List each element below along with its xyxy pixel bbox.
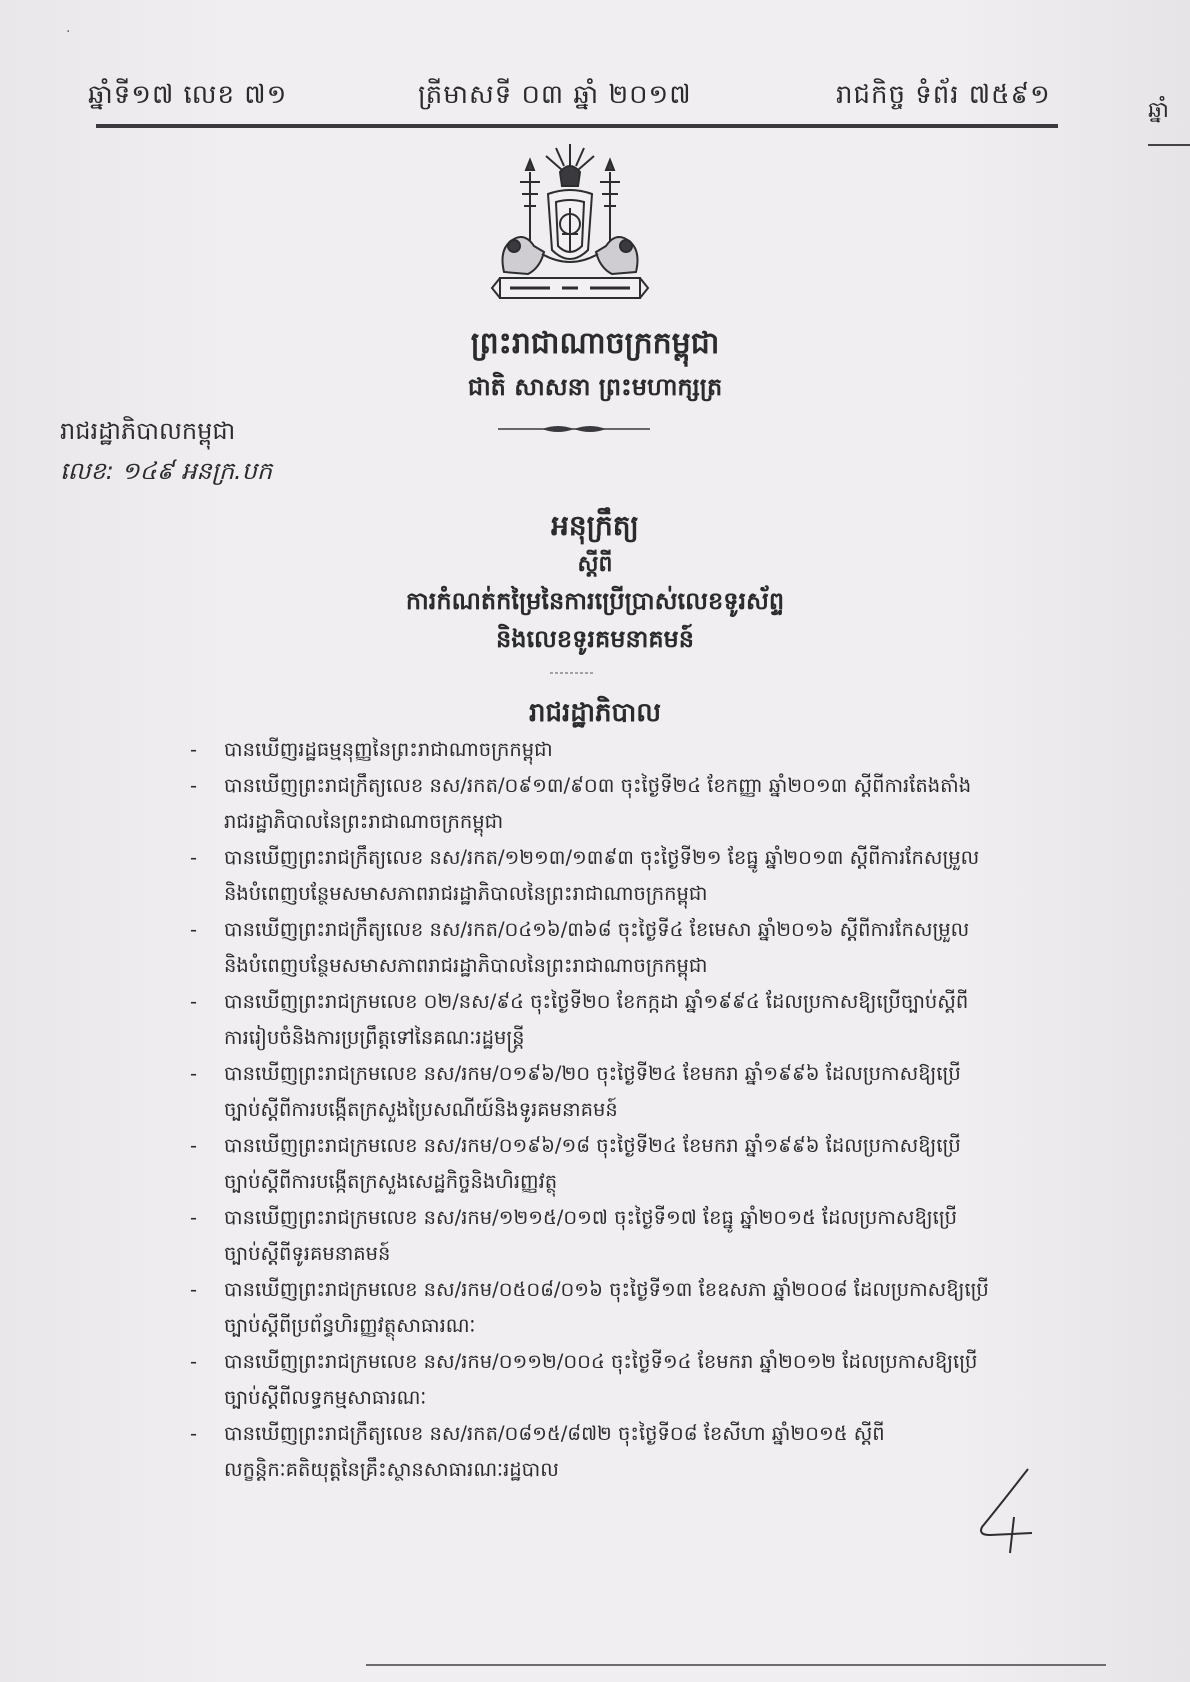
- kingdom-motto: ជាតិ សាសនា ព្រះមហាក្សត្រ: [467, 373, 723, 401]
- document-type-title: អនុក្រឹត្យ: [551, 509, 639, 542]
- list-item: - បានឃើញព្រះរាជក្រឹត្យលេខ នស/រកត/១២១៣/១៣៩៣ ចុះថ្ងៃទី២១ ខែធ្នូ ឆ្នាំ២០១៣ ស្តីពីការកែសម្រួលនិងបំពេញបន្ថែមសមាសភាពរាជរដ្ឋាភិបាលនៃព្រះរាជាណាចក្រកម្ពុជា: [190, 840, 990, 912]
- government-name: រាជរដ្ឋាភិបាលកម្ពុជា: [60, 417, 236, 445]
- gazette-quarter: ត្រីមាសទី ០៣ ឆ្នាំ ២០១៧: [418, 80, 692, 110]
- small-ornament: [550, 670, 594, 676]
- section-heading: រាជរដ្ឋាភិបាល: [528, 698, 662, 728]
- list-item: - បានឃើញព្រះរាជក្រឹត្យលេខ នស/រកត/០៩១៣/៩០៣ ចុះថ្ងៃទី២៤ ខែកញ្ញា ឆ្នាំ២០១៣ ស្តីពីការតែងតាំងរាជរដ្ឋាភិបាលនៃព្រះរាជាណាចក្រកម្ពុជា: [190, 768, 990, 840]
- handwritten-initial-signature: [970, 1465, 1040, 1555]
- speck-mark: ·: [66, 24, 71, 40]
- subject-line-2: និងលេខទូរគមនាគមន៍: [495, 625, 695, 653]
- royal-coat-of-arms-emblem: [490, 142, 650, 304]
- list-item: - បានឃើញព្រះរាជក្រមលេខ ០២/នស/៩៤ ចុះថ្ងៃទី២០ ខែកក្កដា ឆ្នាំ១៩៩៤ ដែលប្រកាសឱ្យប្រើច្បាប់ស្តីពីការរៀបចំនិងការប្រព្រឹត្តទៅនៃគណៈរដ្ឋមន្ត្រី: [190, 984, 990, 1056]
- gazette-header: [88, 78, 1058, 118]
- list-item: - បានឃើញព្រះរាជក្រឹត្យលេខ នស/រកត/០៤១៦/៣៦៨ ចុះថ្ងៃទី៤ ខែមេសា ឆ្នាំ២០១៦ ស្តីពីការកែសម្រួល និងបំពេញបន្ថែមសមាសភាពរាជរដ្ឋាភិបាលនៃព្រះរាជាណាចក្រកម្ពុជា: [190, 912, 990, 984]
- list-item: - បានឃើញព្រះរាជក្រមលេខ នស/រកម/០៥០៨/០១៦ ចុះថ្ងៃទី១៣ ខែឧសភា ឆ្នាំ២០០៨ ដែលប្រកាសឱ្យប្រើច្បាប់ស្តីពីប្រព័ន្ធហិរញ្ញវត្ថុសាធារណៈ: [190, 1272, 990, 1344]
- list-item: - បានឃើញព្រះរាជក្រមលេខ នស/រកម/០១៩៦/១៨ ចុះថ្ងៃទី២៤ ខែមករា ឆ្នាំ១៩៩៦ ដែលប្រកាសឱ្យប្រើច្បាប់ស្តីពីការបង្កើតក្រសួងសេដ្ឋកិច្ចនិងហិរញ្ញវត្ថុ: [190, 1128, 990, 1200]
- list-item: - បានឃើញព្រះរាជក្រមលេខ នស/រកម/១២១៥/០១៧ ចុះថ្ងៃទី១៧ ខែធ្នូ ឆ្នាំ២០១៥ ដែលប្រកាសឱ្យប្រើច្បាប់ស្តីពីទូរគមនាគមន៍: [190, 1200, 990, 1272]
- list-item: - បានឃើញរដ្ឋធម្មនុញ្ញនៃព្រះរាជាណាចក្រកម្ពុជា: [190, 732, 990, 768]
- subject-line-1: ការកំណត់កម្រៃនៃការប្រើប្រាស់លេខទូរស័ព្ទ: [405, 587, 785, 615]
- list-item: - បានឃើញព្រះរាជក្រមលេខ នស/រកម/០១១២/០០៤ ចុះថ្ងៃទី១៤ ខែមករា ឆ្នាំ២០១២ ដែលប្រកាសឱ្យប្រើច្បាប់ស្តីពីលទ្ធកម្មសាធារណៈ: [190, 1344, 990, 1416]
- gazette-page-number: រាជកិច្ច ទំព័រ ៧៥៩១: [836, 80, 1051, 110]
- header-divider: [96, 124, 1058, 128]
- about-label: ស្តីពី: [577, 552, 613, 577]
- kingdom-title: ព្រះរាជាណាចក្រកម្ពុជា: [470, 326, 720, 361]
- ornamental-divider: [498, 424, 650, 434]
- bottom-edge-line: [366, 1664, 1106, 1666]
- edge-divider: [1148, 144, 1190, 146]
- handwritten-reference-number: លេខ: ១៤៩ អនក្រ.បក: [60, 457, 273, 485]
- list-item: - បានឃើញព្រះរាជក្រឹត្យលេខ នស/រកត/០៨១៥/៨៧២ ចុះថ្ងៃទី០៨ ខែសីហា ឆ្នាំ២០១៥ ស្តីពីលក្ខន្តិកៈគតិយុត្តនៃគ្រឹះស្ថានសាធារណៈរដ្ឋបាល: [190, 1416, 990, 1488]
- legal-basis-list: [190, 732, 990, 1488]
- gazette-volume: ឆ្នាំទី១៧ លេខ ៧១: [88, 80, 288, 110]
- next-page-edge-label: ឆ្នាំ: [1148, 98, 1169, 123]
- list-item: - បានឃើញព្រះរាជក្រមលេខ នស/រកម/០១៩៦/២០ ចុះថ្ងៃទី២៤ ខែមករា ឆ្នាំ១៩៩៦ ដែលប្រកាសឱ្យប្រើច្បាប់ស្តីពីការបង្កើតក្រសួងប្រៃសណីយ៍និងទូរគមនាគមន៍: [190, 1056, 990, 1128]
- radiant-crown-icon: [546, 144, 594, 186]
